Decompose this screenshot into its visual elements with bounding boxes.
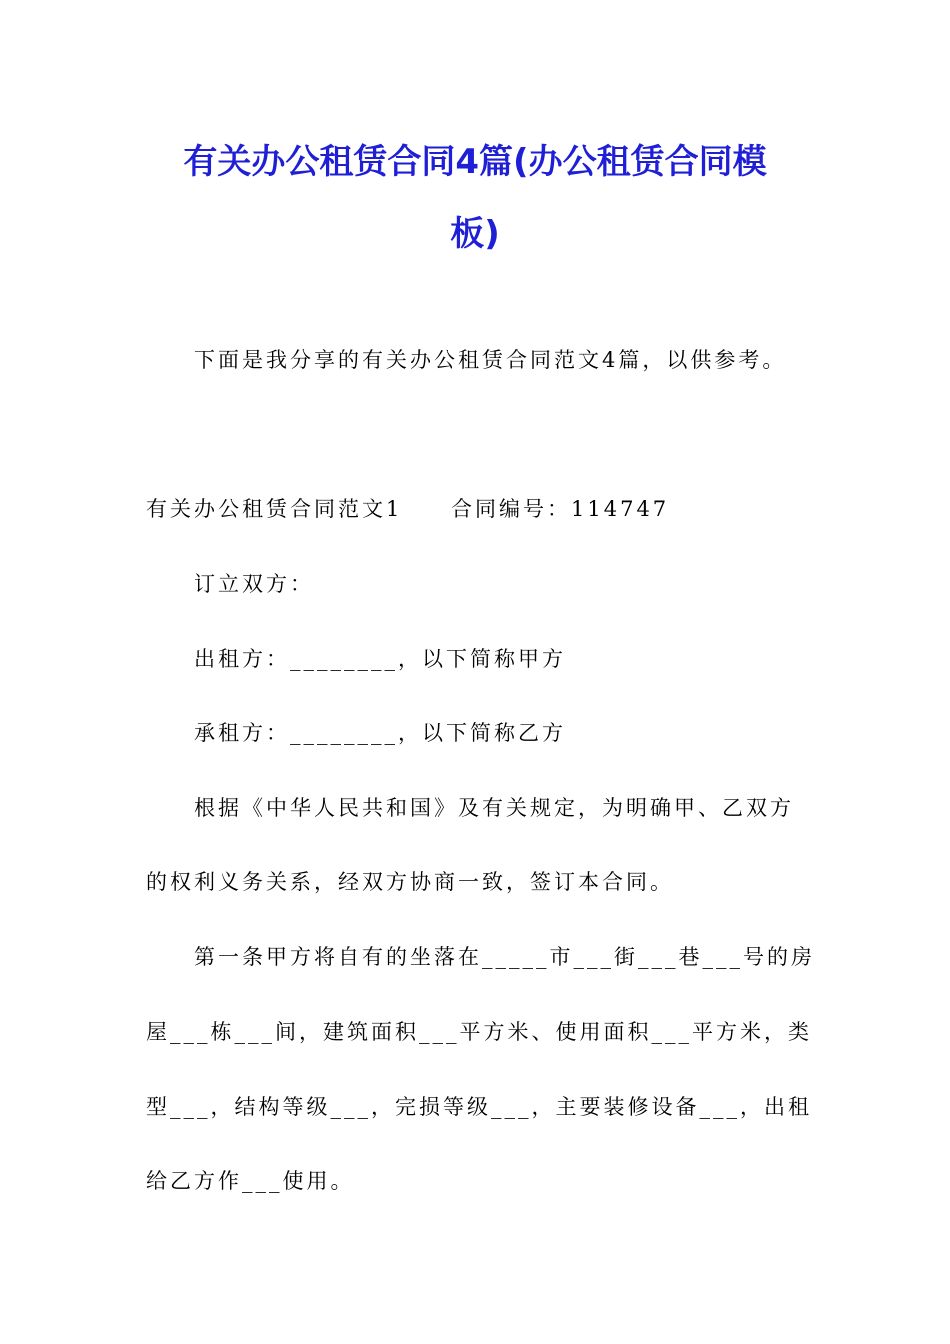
section-heading: 有关办公租赁合同范文1 [146, 497, 403, 521]
article-1-line-3: 型___，结构等级___，完损等级___，主要装修设备___，出租 [146, 1095, 812, 1119]
preamble-line-2: 的权利义务关系，经双方协商一致，签订本合同。 [146, 870, 674, 894]
document-title-line-2: 板) [450, 214, 500, 254]
article-1-line-4: 给乙方作___使用。 [146, 1169, 355, 1193]
article-1-line-2: 屋___栋___间，建筑面积___平方米、使用面积___平方米，类 [146, 1020, 812, 1044]
lessee-line: 承租方：________，以下简称乙方 [194, 721, 566, 745]
lessor-line: 出租方：________，以下简称甲方 [194, 647, 566, 671]
contract-number: 合同编号：114747 [451, 497, 670, 521]
preamble-line-1: 根据《中华人民共和国》及有关规定，为明确甲、乙双方 [194, 796, 794, 820]
parties-label: 订立双方： [194, 572, 314, 596]
intro-paragraph: 下面是我分享的有关办公租赁合同范文4篇，以供参考。 [194, 348, 787, 372]
article-1-line-1: 第一条甲方将自有的坐落在_____市___街___巷___号的房 [194, 945, 815, 969]
document-title-line-1: 有关办公租赁合同4篇(办公租赁合同模 [183, 142, 767, 182]
